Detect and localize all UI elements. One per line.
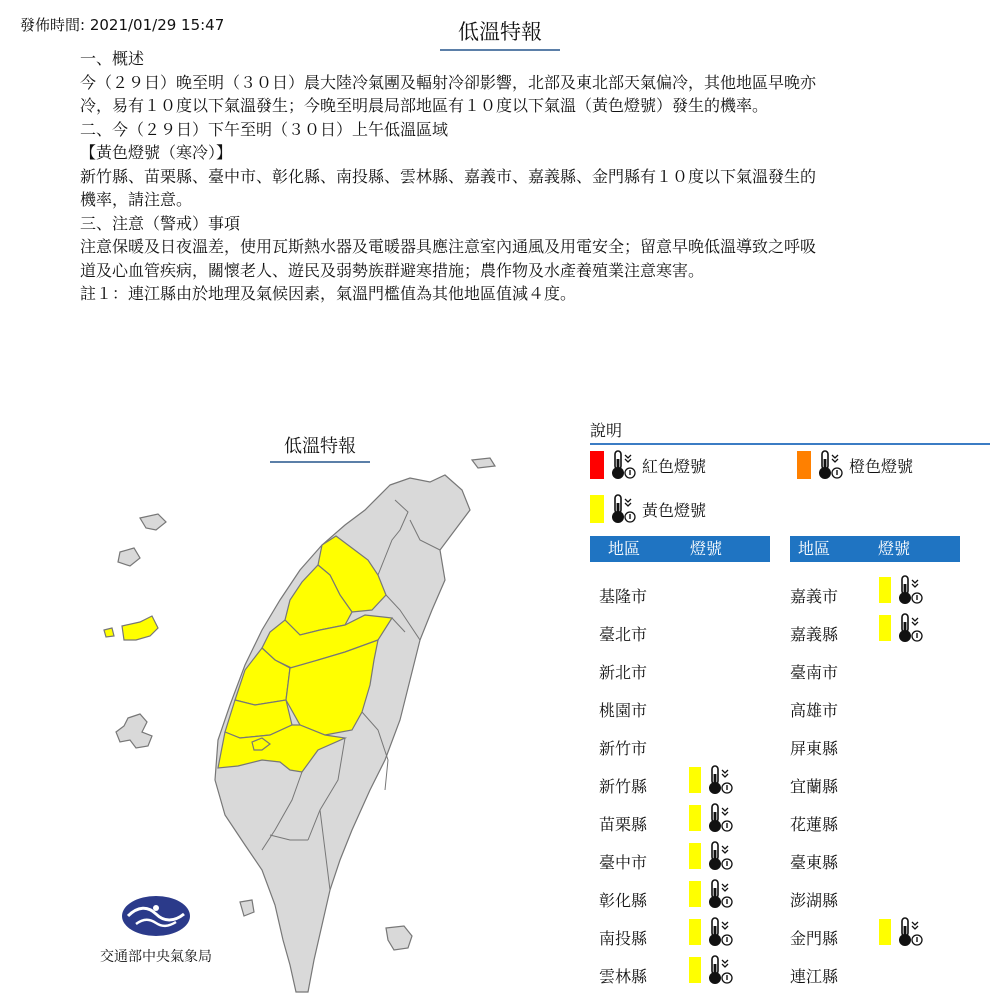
region-name: 臺中市	[599, 853, 648, 872]
column-header-level: 燈號	[878, 539, 911, 558]
region-name: 嘉義縣	[790, 625, 839, 644]
warning-level-yellow	[879, 574, 929, 606]
thermometer-icon	[705, 764, 735, 796]
pengjia-islet	[472, 458, 495, 468]
legend-item-orange	[797, 449, 913, 481]
yellow-swatch	[590, 495, 604, 523]
text-line: 三、注意（警戒）事項	[80, 213, 241, 233]
region-name: 臺東縣	[790, 853, 839, 872]
text-line: 註１：連江縣由於地理及氣候因素，氣溫門檻值為其他地區值減４度。	[80, 284, 577, 303]
yellow-swatch	[689, 767, 701, 793]
yellow-swatch	[879, 615, 891, 641]
region-name: 基隆市	[599, 587, 648, 606]
table-header-left	[590, 536, 770, 562]
matsu-islands	[118, 514, 166, 566]
text-line: 冷，易有１０度以下氣溫發生；今晚至明晨局部地區有１０度以下氣溫（黃色燈號）發生的機率。	[80, 96, 769, 115]
legend-label: 紅色燈號	[642, 456, 707, 476]
warning-level-yellow	[879, 916, 929, 948]
cwb-logo-icon	[120, 894, 192, 938]
thermometer-icon	[815, 449, 845, 481]
region-name: 高雄市	[790, 701, 839, 720]
region-name: 桃園市	[599, 701, 648, 720]
region-name: 澎湖縣	[790, 891, 839, 910]
warning-level-yellow	[689, 764, 739, 796]
yellow-swatch	[689, 843, 701, 869]
region-name: 臺南市	[790, 663, 839, 682]
thermometer-icon	[608, 449, 638, 481]
agency-name: 交通部中央氣象局	[100, 949, 212, 965]
thermometer-icon	[705, 840, 735, 872]
region-name: 南投縣	[599, 929, 648, 948]
region-name: 花蓮縣	[790, 815, 839, 834]
yellow-swatch	[689, 957, 701, 983]
orange-swatch	[797, 451, 811, 479]
issued-time: 發佈時間: 2021/01/29 15:47	[20, 16, 225, 34]
region-name: 苗栗縣	[599, 815, 648, 834]
penghu-islands	[116, 714, 152, 748]
red-swatch	[590, 451, 604, 479]
region-name: 嘉義市	[790, 587, 839, 606]
thermometer-icon	[705, 916, 735, 948]
yellow-swatch	[879, 577, 891, 603]
warning-level-yellow	[879, 612, 929, 644]
yellow-swatch	[689, 881, 701, 907]
legend-item-yellow	[590, 493, 706, 525]
text-line: 今（２９日）晚至明（３０日）晨大陸冷氣團及輻射冷卻影響，北部及東北部天氣偏冷，其他地區早晚亦	[80, 72, 817, 92]
text-line: 機率，請注意。	[80, 190, 193, 209]
green-island	[240, 900, 254, 916]
page-title: 低溫特報	[440, 16, 560, 51]
text-line: 一、概述	[80, 49, 145, 68]
region-name: 金門縣	[790, 929, 839, 948]
text-line: 【黃色燈號（寒冷）】	[80, 143, 233, 162]
warning-level-yellow	[689, 954, 739, 986]
map-title: 低溫特報	[270, 432, 370, 463]
thermometer-icon	[895, 916, 925, 948]
region-name: 臺北市	[599, 625, 648, 644]
region-name: 宜蘭縣	[790, 777, 839, 796]
text-line: 注意保暖及日夜溫差，使用瓦斯熱水器及電暖器具應注意室內通風及用電安全；留意早晚低溫導致之呼吸	[80, 237, 817, 256]
thermometer-icon	[705, 802, 735, 834]
thermometer-icon	[895, 574, 925, 606]
agency-logo-block	[86, 894, 226, 966]
region-name: 連江縣	[790, 967, 839, 986]
thermometer-icon	[895, 612, 925, 644]
text-line: 新竹縣、苗栗縣、臺中市、彰化縣、南投縣、雲林縣、嘉義市、嘉義縣、金門縣有１０度以下氣溫發生的	[80, 166, 817, 186]
legend-label: 黃色燈號	[642, 500, 707, 520]
column-header-region: 地區	[608, 539, 641, 558]
text-line: 二、今（２９日）下午至明（３０日）上午低溫區域	[80, 119, 449, 139]
legend-item-red	[590, 449, 706, 481]
yellow-swatch	[879, 919, 891, 945]
region-kinmen-county	[104, 616, 158, 640]
yellow-swatch	[689, 805, 701, 831]
table-header-right	[790, 536, 960, 562]
text-line: 道及心血管疾病，關懷老人、遊民及弱勢族群避寒措施；農作物及水產養殖業注意寒害。	[80, 260, 705, 280]
orchid-island	[386, 926, 412, 950]
thermometer-icon	[608, 493, 638, 525]
warning-level-yellow	[689, 802, 739, 834]
legend-title: 說明	[590, 418, 990, 445]
warning-level-yellow	[689, 916, 739, 948]
warning-level-yellow	[689, 840, 739, 872]
warning-level-yellow	[689, 878, 739, 910]
legend-label: 橙色燈號	[849, 456, 914, 476]
region-name: 新竹縣	[599, 777, 648, 796]
region-name: 新竹市	[599, 739, 648, 758]
region-name: 新北市	[599, 663, 648, 682]
region-name: 彰化縣	[599, 891, 648, 910]
thermometer-icon	[705, 878, 735, 910]
region-name: 雲林縣	[599, 967, 648, 986]
thermometer-icon	[705, 954, 735, 986]
column-header-region: 地區	[798, 539, 831, 558]
region-name: 屏東縣	[790, 739, 839, 758]
yellow-swatch	[689, 919, 701, 945]
column-header-level: 燈號	[690, 539, 723, 558]
